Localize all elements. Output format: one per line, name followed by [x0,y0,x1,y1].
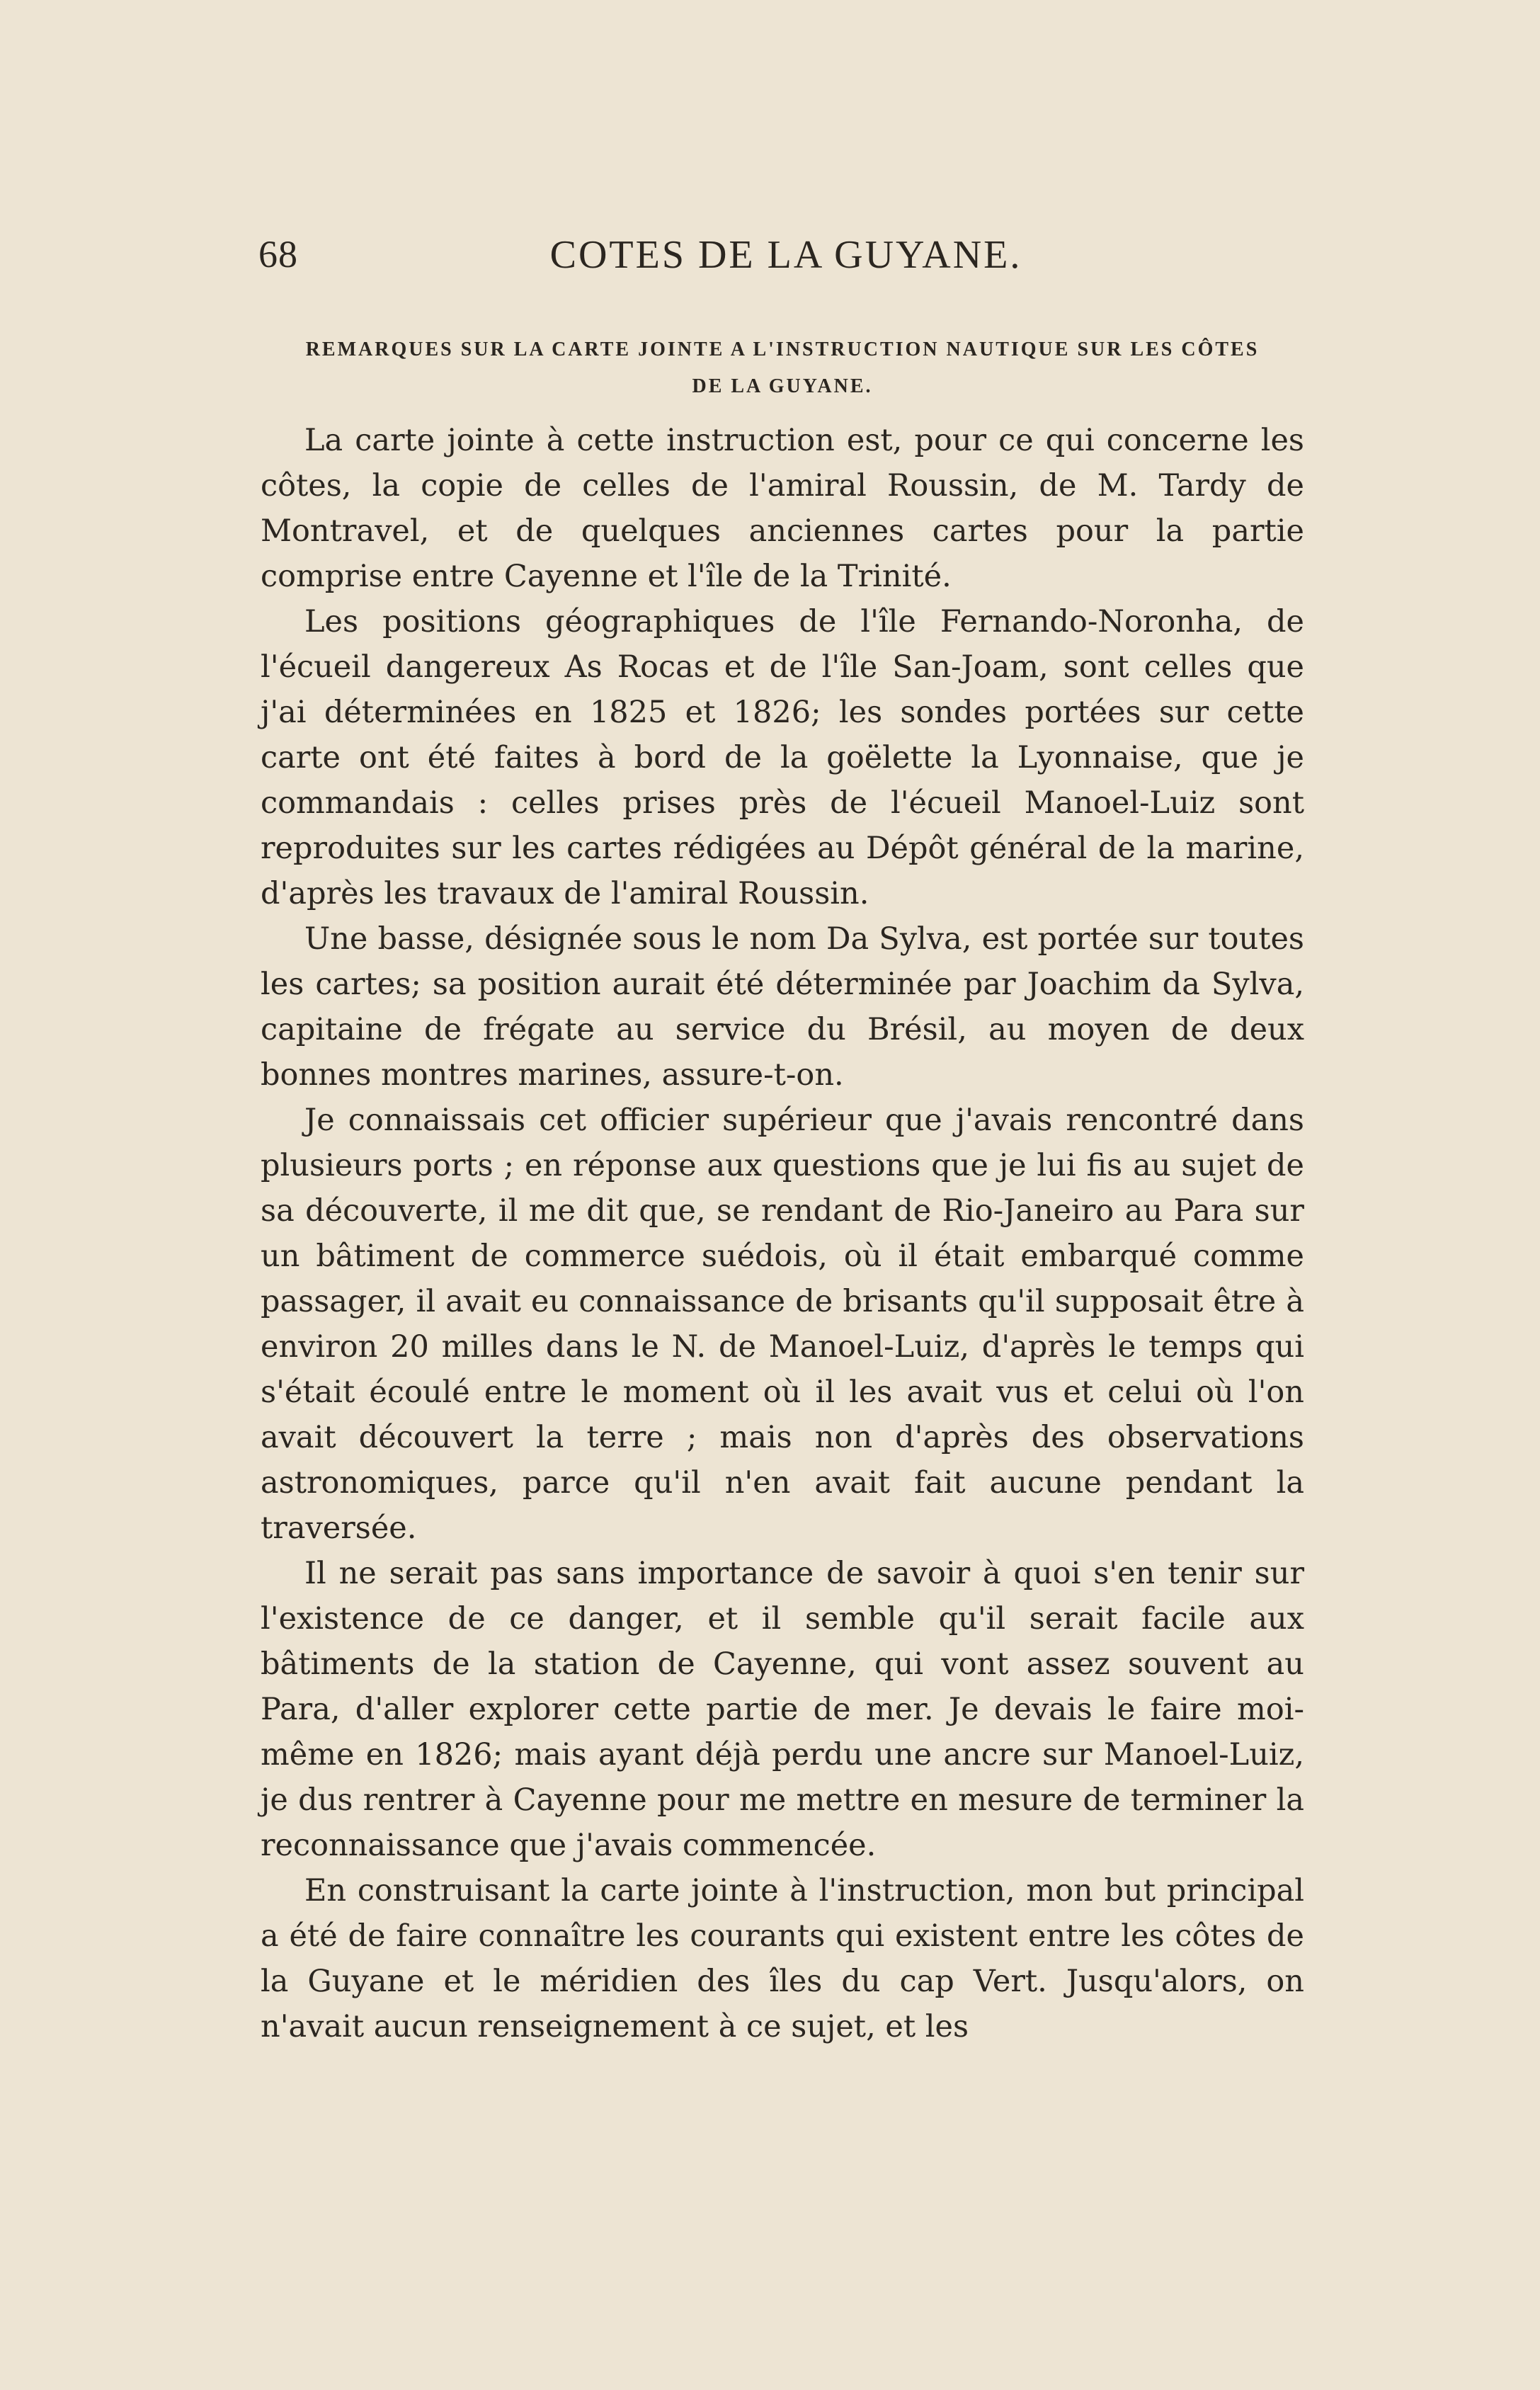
section-title-line-1: REMARQUES SUR LA CARTE JOINTE A L'INSTRUCTION NAUTIQUE SUR LES CÔTES [305,338,1260,360]
paragraph-6: En construisant la carte jointe à l'instruction, mon but principal a été de faire connaître les courants qui existent entre les côtes de la Guyane et le méridien des îles du cap Vert. Jusqu'alors, on n'avait aucun renseignement à ce sujet, et les [261,1873,1304,2044]
paragraph-4: Je connaissais cet officier supérieur que j'avais rencontré dans plusieurs ports ; en réponse aux questions que je lui fis au sujet de sa découverte, il me dit que, se rendant de Rio-Janeiro au Para sur un bâtiment de commerce suédois, où il était embarqué comme passager, il avait eu connaissance de brisants qu'il supposait être à environ 20 milles dans le N. de Manoel-Luiz, d'après le temps qui s'était écoulé entre le moment où il les avait vus et celui où l'on avait découvert la terre ; mais non d'après des observations astronomiques, parce qu'il n'en avait fait aucune pendant la traversée. [261,1103,1304,1546]
paragraph-1: La carte jointe à cette instruction est, pour ce qui concerne les côtes, la copie de celles de l'amiral Roussin, de M. Tardy de Montravel, et de quelques anciennes cartes pour la partie comprise entre Cayenne et l'île de la Trinité. [261,423,1304,594]
running-title: COTES DE LA GUYANE. [549,233,1022,277]
page-number: 68 [258,233,298,275]
paragraph-3: Une basse, désignée sous le nom Da Sylva, est portée sur toutes les cartes; sa position aurait été déterminée par Joachim da Sylva, capitaine de frégate au service du Brésil, au moyen de deux bonnes montres marines, assure-t-on. [261,921,1304,1093]
paragraph-2: Les positions géographiques de l'île Fernando-Noronha, de l'écueil dangereux As Rocas et de l'île San-Joam, sont celles que j'ai déterminées en 1825 et 1826; les sondes portées sur cette carte ont été faites à bord de la goëlette la Lyonnaise, que je commandais : celles prises près de l'écueil Manoel-Luiz sont reproduites sur les cartes rédigées au Dépôt général de la marine, d'après les travaux de l'amiral Roussin. [261,604,1304,911]
section-title-line-2: DE LA GUYANE. [692,375,873,397]
section-title [262,331,1303,405]
page-header [258,225,1313,275]
body-text [261,418,1304,2049]
paragraph-5: Il ne serait pas sans importance de savoir à quoi s'en tenir sur l'existence de ce danger, et il semble qu'il serait facile aux bâtiments de la station de Cayenne, qui vont assez souvent au Para, d'aller explorer cette partie de mer. Je devais le faire moi-même en 1826; mais ayant déjà perdu une ancre sur Manoel-Luiz, je dus rentrer à Cayenne pour me mettre en mesure de terminer la reconnaissance que j'avais commencée. [261,1556,1304,1863]
